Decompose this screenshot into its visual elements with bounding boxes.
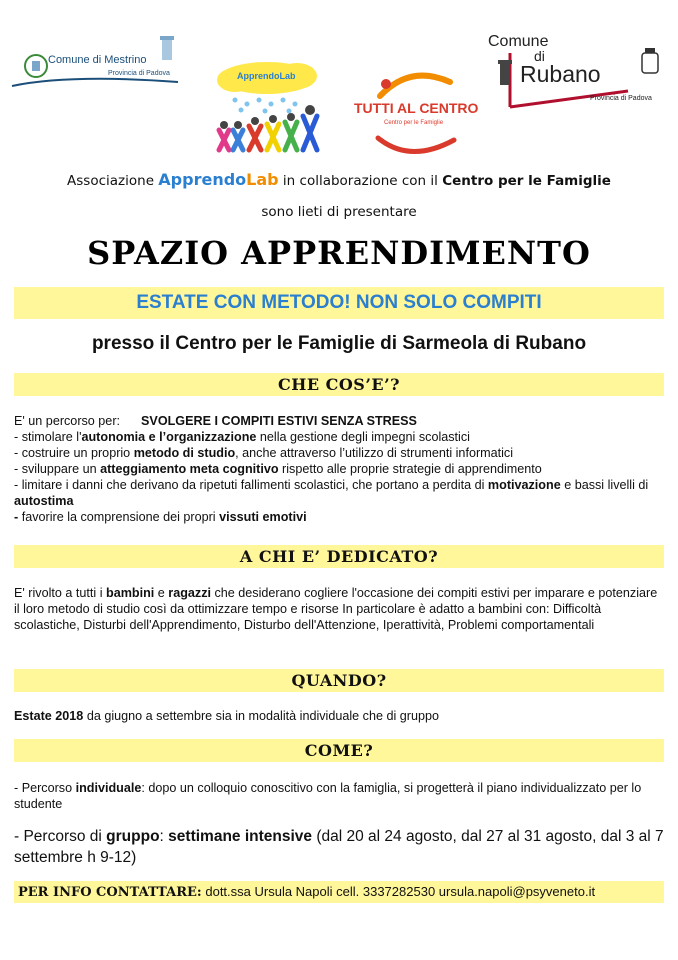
how-g-mid: : bbox=[159, 828, 169, 845]
what-lead: E' un percorso per: bbox=[14, 414, 121, 428]
who-post: che desiderano cogliere l'occasione dei compiti estivi per imparare e potenziare il loro metodo di studio così da ottimizzare tempo e risorse In particolare è adatto a bambini con: Difficoltà scolastiche, Disturbi dell'Apprendimento, Disturbo dell'Attenzione, Iperattività, Problemi comportamentali bbox=[14, 586, 658, 632]
mestrino-logo bbox=[10, 34, 180, 96]
intro-before: Associazione bbox=[67, 173, 154, 189]
rubano-province: Provincia di Padova bbox=[590, 95, 652, 102]
what-b4-bold2: autostima bbox=[14, 494, 74, 508]
when-bold: Estate 2018 bbox=[14, 709, 84, 723]
how-group-text bbox=[14, 826, 664, 868]
section-heading-what: CHE COS’E’? bbox=[14, 373, 664, 396]
who-mid: e bbox=[154, 586, 169, 600]
what-b4-bold1: motivazione bbox=[487, 478, 561, 492]
section-heading-when: QUANDO? bbox=[14, 669, 664, 692]
apprendolab-logo-text: ApprendoLab bbox=[237, 71, 296, 81]
what-bullet-4 bbox=[14, 477, 664, 509]
what-b2-pre: - costruire un proprio bbox=[14, 446, 134, 460]
mestrino-name: Comune di Mestrino bbox=[48, 54, 147, 66]
when-text: da giugno a settembre sia in modalità individuale che di gruppo bbox=[83, 709, 439, 723]
how-i-post: : dopo un colloquio conoscitivo con la famiglia, si progetterà il piano individualizzato per lo studente bbox=[14, 781, 642, 811]
tutti-al-centro-tagline: Centro per le Famiglie bbox=[384, 120, 444, 126]
what-lead-line bbox=[14, 413, 664, 429]
section-heading-who: A CHI E’ DEDICATO? bbox=[14, 545, 664, 568]
what-bullet-1 bbox=[14, 429, 664, 445]
what-b5-dash: - bbox=[14, 510, 19, 524]
mestrino-province: Provincia di Padova bbox=[108, 70, 170, 77]
info-band bbox=[14, 881, 664, 903]
section-body-how-individual bbox=[14, 780, 664, 812]
rubano-line2: di bbox=[534, 48, 545, 64]
section-heading-how: COME? bbox=[14, 739, 664, 762]
what-b3-bold: atteggiamento meta cognitivo bbox=[100, 462, 279, 476]
how-g-bold2: settimane intensive bbox=[168, 828, 313, 845]
what-bullet-3 bbox=[14, 461, 664, 477]
what-lead-bold: SVOLGERE I COMPITI ESTIVI SENZA STRESS bbox=[141, 414, 417, 428]
apprendolab-logo bbox=[205, 58, 335, 158]
rubano-logo bbox=[488, 33, 663, 113]
rubano-line1: Comune bbox=[488, 33, 549, 50]
how-i-bold: individuale bbox=[75, 781, 142, 795]
intro-line bbox=[0, 170, 678, 189]
banner: ESTATE CON METODO! NON SOLO COMPITI bbox=[14, 287, 664, 319]
what-b2-bold: metodo di studio bbox=[133, 446, 236, 460]
what-b3-post: rispetto alle proprie strategie di apprendimento bbox=[278, 462, 542, 476]
how-g-bold1: gruppo bbox=[106, 828, 160, 845]
section-body-how-group bbox=[14, 826, 664, 868]
what-b4-pre: - limitare i danni che derivano da ripetuti fallimenti scolastici, che portano a perdita di bbox=[14, 478, 488, 492]
what-bullet-5 bbox=[14, 509, 664, 525]
intro-line2: sono lieti di presentare bbox=[261, 204, 417, 220]
who-bold2: ragazzi bbox=[168, 586, 211, 600]
who-pre: E' rivolto a tutti i bbox=[14, 586, 106, 600]
what-b4-mid: e bassi livelli di bbox=[560, 478, 649, 492]
rubano-line3: Rubano bbox=[520, 61, 601, 87]
how-i-pre: - Percorso bbox=[14, 781, 76, 795]
how-g-post: (dal 20 al 24 agosto, dal 27 al 31 agosto, dal 3 al 7 settembre h 9-12) bbox=[14, 828, 664, 866]
section-body-when bbox=[14, 708, 664, 724]
what-b3-pre: - sviluppare un bbox=[14, 462, 101, 476]
what-b5-bold: vissuti emotivi bbox=[219, 510, 307, 524]
how-g-pre: - Percorso di bbox=[14, 828, 107, 845]
subtitle: presso il Centro per le Famiglie di Sarmeola di Rubano bbox=[91, 333, 587, 354]
tutti-al-centro-logo bbox=[350, 68, 479, 158]
section-body-who bbox=[14, 585, 664, 633]
what-b5-pre: favorire la comprensione dei propri bbox=[18, 510, 220, 524]
section-body-what bbox=[14, 413, 664, 525]
what-b1-post: nella gestione degli impegni scolastici bbox=[256, 430, 470, 444]
tutti-al-centro-logo-text: TUTTI AL CENTRO bbox=[354, 100, 479, 116]
intro-brand-b: Lab bbox=[246, 170, 279, 189]
info-label: PER INFO CONTATTARE: bbox=[18, 885, 202, 900]
intro-centre: Centro per le Famiglie bbox=[442, 173, 611, 189]
intro-brand-a: Apprendo bbox=[158, 170, 247, 189]
info-contact: dott.ssa Ursula Napoli cell. 3337282530 ursula.napoli@psyveneto.it bbox=[205, 884, 596, 899]
page-title: SPAZIO APPRENDIMENTO bbox=[87, 234, 591, 272]
what-b1-pre: - stimolare l' bbox=[14, 430, 82, 444]
what-b2-post: , anche attraverso l’utilizzo di strumenti informatici bbox=[235, 446, 514, 460]
what-b1-bold: autonomia e l’organizzazione bbox=[81, 430, 257, 444]
intro-middle: in collaborazione con il bbox=[282, 173, 438, 189]
what-bullet-2 bbox=[14, 445, 664, 461]
intro-brand bbox=[158, 170, 278, 189]
who-bold1: bambini bbox=[106, 586, 155, 600]
